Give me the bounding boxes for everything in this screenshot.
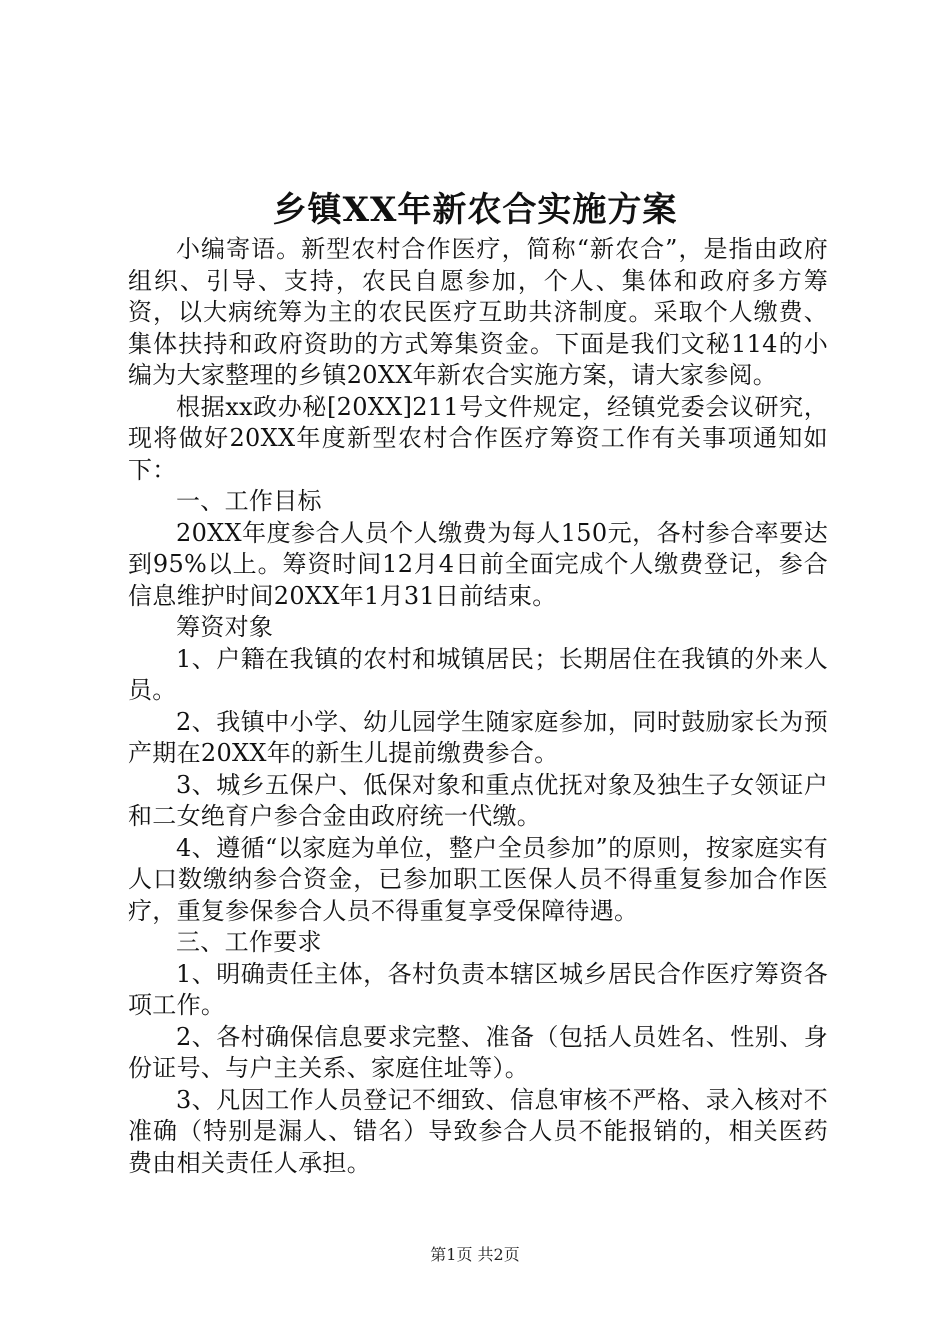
list-item-target-2: 2、我镇中小学、幼儿园学生随家庭参加，同时鼓励家长为预产期在20XX年的新生儿提前缴费参合。 [128, 707, 828, 767]
list-item-target-4: 4、遵循“以家庭为单位，整户全员参加”的原则，按家庭实有人口数缴纳参合资金，已参加职工医保人员不得重复参加合作医疗，重复参保参合人员不得重复享受保障待遇。 [128, 833, 828, 925]
list-item-target-3: 3、城乡五保户、低保对象和重点优抚对象及独生子女领证户和二女绝育户参合金由政府统一代缴。 [128, 770, 828, 830]
paragraph-intro: 小编寄语。新型农村合作医疗，简称“新农合”，是指由政府组织、引导、支持，农民自愿参加，个人、集体和政府多方筹资，以大病统筹为主的农民医疗互助共济制度。采取个人缴费、集体扶持和政府资助的方式筹集资金。下面是我们文秘114的小编为大家整理的乡镇20XX年新农合实施方案，请大家参阅。 [128, 235, 828, 389]
document-body [128, 234, 828, 1179]
list-item-requirement-2: 2、各村确保信息要求完整、准备（包括人员姓名、性别、身份证号、与户主关系、家庭住址等）。 [128, 1022, 828, 1082]
list-item-target-1: 1、户籍在我镇的农村和城镇居民；长期居住在我镇的外来人员。 [128, 644, 828, 704]
section-heading-requirements: 三、工作要求 [176, 928, 322, 956]
section-heading-goals: 一、工作目标 [176, 487, 322, 515]
document-title: 乡镇XX年新农合实施方案 [272, 190, 678, 230]
section-heading-targets: 筹资对象 [176, 613, 274, 641]
paragraph-goals: 20XX年度参合人员个人缴费为每人150元，各村参合率要达到95%以上。筹资时间12月4日前全面完成个人缴费登记，参合信息维护时间20XX年1月31日前结束。 [128, 518, 828, 610]
paragraph-notice: 根据xx政办秘[20XX]211号文件规定，经镇党委会议研究，现将做好20XX年度新型农村合作医疗筹资工作有关事项通知如下： [128, 392, 828, 484]
list-item-requirement-1: 1、明确责任主体，各村负责本辖区城乡居民合作医疗筹资各项工作。 [128, 959, 828, 1019]
list-item-requirement-3: 3、凡因工作人员登记不细致、信息审核不严格、录入核对不准确（特别是漏人、错名）导致参合人员不能报销的，相关医药费由相关责任人承担。 [128, 1085, 828, 1177]
page-number-footer: 第1页 共2页 [430, 1245, 520, 1264]
